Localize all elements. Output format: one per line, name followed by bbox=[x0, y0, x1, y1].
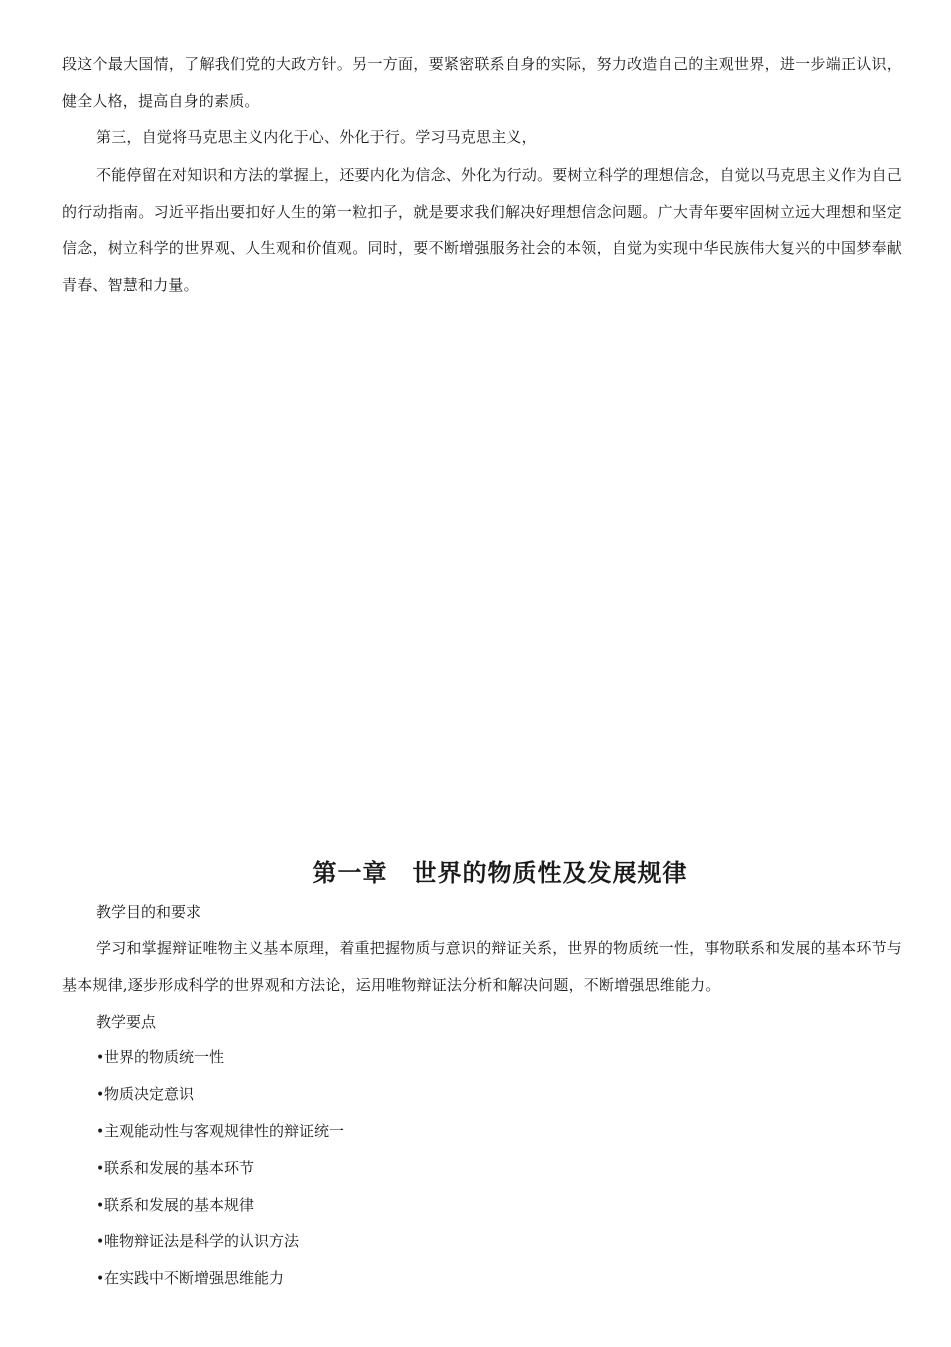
section-heading-key-points: 教学要点 bbox=[96, 1013, 157, 1031]
list-item bbox=[96, 1187, 344, 1224]
paragraph-ideals-beliefs: 不能停留在对知识和方法的掌握上，还要内化为信念、外化为行动。要树立科学的理想信念，自觉以马克思主义作为自己的行动指南。习近平指出要扣好人生的第一粒扣子，就是要求我们解决好理想信念问题。广大青年要牢固树立远大理想和坚定信念，树立科学的世界观、人生观和价值观。同时，要不断增强服务社会的本领，自觉为实现中华民族伟大复兴的中国梦奉献青春、智慧和力量。 bbox=[62, 166, 902, 294]
chapter-title: 第一章 世界的物质性及发展规律 bbox=[312, 858, 688, 887]
bullet-icon: • bbox=[96, 1123, 105, 1140]
list-item bbox=[96, 1260, 344, 1297]
list-item bbox=[96, 1076, 344, 1113]
bullet-icon: • bbox=[96, 1160, 105, 1177]
list-item bbox=[96, 1223, 344, 1260]
key-points-list bbox=[96, 1039, 344, 1297]
section-heading-goals: 教学目的和要求 bbox=[96, 903, 202, 921]
list-item-text: 世界的物质统一性 bbox=[104, 1048, 225, 1066]
bullet-icon: • bbox=[96, 1234, 105, 1251]
bullet-icon: • bbox=[96, 1050, 105, 1066]
list-item-text: 唯物辩证法是科学的认识方法 bbox=[104, 1232, 300, 1251]
paragraph-continuation: 段这个最大国情，了解我们党的大政方针。另一方面，要紧密联系自身的实际，努力改造自己的主观世界，进一步端正认识，健全人格，提高自身的素质。 bbox=[62, 55, 902, 110]
bullet-icon: • bbox=[96, 1086, 105, 1103]
list-item-text: 在实践中不断增强思维能力 bbox=[104, 1269, 285, 1288]
bullet-icon: • bbox=[96, 1271, 105, 1288]
list-item-text: 物质决定意识 bbox=[104, 1084, 195, 1103]
list-item-text: 联系和发展的基本规律 bbox=[104, 1195, 255, 1214]
list-item bbox=[96, 1150, 344, 1187]
list-item-text: 主观能动性与客观规律性的辩证统一 bbox=[104, 1121, 345, 1140]
list-item bbox=[96, 1039, 344, 1076]
list-item-text: 联系和发展的基本环节 bbox=[104, 1158, 255, 1177]
paragraph-third-point: 第三，自觉将马克思主义内化于心、外化于行。学习马克思主义， bbox=[96, 128, 537, 146]
list-item bbox=[96, 1113, 344, 1150]
bullet-icon: • bbox=[96, 1197, 105, 1214]
paragraph-goals: 学习和掌握辩证唯物主义基本原理，着重把握物质与意识的辩证关系，世界的物质统一性，事物联系和发展的基本环节与基本规律,逐步形成科学的世界观和方法论，运用唯物辩证法分析和解决问题，不断增强思维能力。 bbox=[62, 939, 902, 994]
